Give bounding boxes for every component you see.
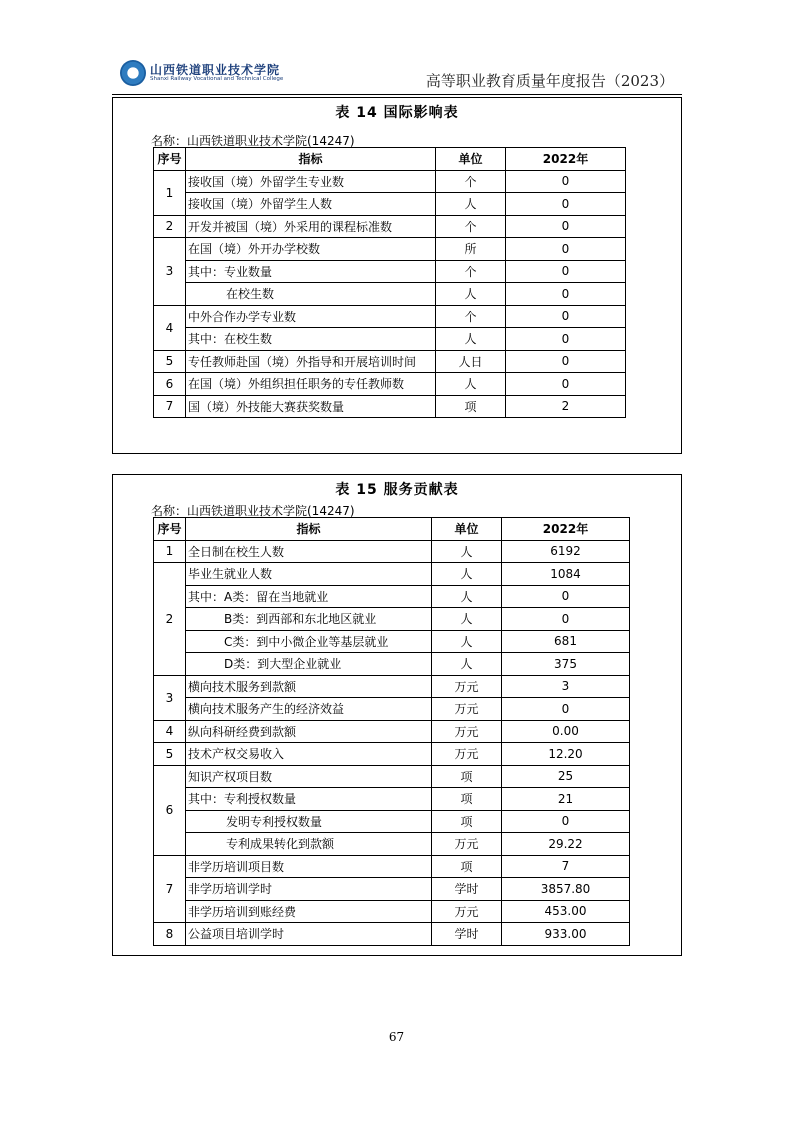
unit-cell: 人 — [436, 373, 506, 396]
table-row — [154, 170, 626, 193]
unit-cell: 人 — [432, 653, 502, 676]
row-seq-cell: 4 — [154, 305, 186, 350]
row-seq-cell: 3 — [154, 675, 186, 720]
row-seq-cell: 7 — [154, 855, 186, 923]
unit-cell: 人 — [432, 630, 502, 653]
table-row — [154, 653, 630, 676]
value-cell: 3857.80 — [502, 878, 630, 901]
row-seq-cell: 5 — [154, 350, 186, 373]
unit-cell: 万元 — [432, 900, 502, 923]
column-header: 2022年 — [502, 518, 630, 541]
table-row — [154, 193, 626, 216]
column-header: 2022年 — [506, 148, 626, 171]
table-institution-name: 名称：山西铁道职业技术学院(14247) — [151, 504, 355, 518]
unit-cell: 学时 — [432, 923, 502, 946]
value-cell: 0 — [506, 305, 626, 328]
service-contribution-table-box — [112, 474, 682, 956]
table-row — [154, 630, 630, 653]
unit-cell: 万元 — [432, 720, 502, 743]
row-seq-cell: 1 — [154, 170, 186, 215]
page-number: 67 — [388, 1030, 405, 1044]
unit-cell: 人 — [432, 563, 502, 586]
unit-cell: 人 — [432, 540, 502, 563]
table-row — [154, 743, 630, 766]
column-header: 指标 — [186, 518, 432, 541]
indicator-cell: 专任教师赴国（境）外指导和开展培训时间 — [186, 350, 436, 373]
unit-cell: 项 — [432, 788, 502, 811]
value-cell: 933.00 — [502, 923, 630, 946]
table-row — [154, 540, 630, 563]
unit-cell: 人 — [436, 283, 506, 306]
value-cell: 0 — [506, 193, 626, 216]
indicator-cell: 在国（境）外开办学校数 — [186, 238, 436, 261]
value-cell: 0 — [506, 170, 626, 193]
table-row — [154, 765, 630, 788]
indicator-cell: 接收国（境）外留学生人数 — [186, 193, 436, 216]
table-row — [154, 305, 626, 328]
indicator-cell: B类：到西部和东北地区就业 — [186, 608, 432, 631]
table-header-row — [154, 148, 626, 171]
international-influence-table-box — [112, 97, 682, 454]
value-cell: 1084 — [502, 563, 630, 586]
table-row — [154, 900, 630, 923]
indicator-cell: D类：到大型企业就业 — [186, 653, 432, 676]
row-seq-cell: 2 — [154, 215, 186, 238]
value-cell: 0 — [502, 585, 630, 608]
unit-cell: 万元 — [432, 833, 502, 856]
table-row — [154, 675, 630, 698]
table-row — [154, 283, 626, 306]
row-seq-cell: 1 — [154, 540, 186, 563]
column-header: 序号 — [154, 518, 186, 541]
table-row — [154, 720, 630, 743]
value-cell: 0 — [506, 260, 626, 283]
table-institution-name: 名称：山西铁道职业技术学院(14247) — [151, 134, 355, 148]
indicator-cell: 非学历培训学时 — [186, 878, 432, 901]
table-row — [154, 238, 626, 261]
row-seq-cell: 3 — [154, 238, 186, 306]
indicator-cell: 专利成果转化到款额 — [186, 833, 432, 856]
table-row — [154, 878, 630, 901]
table-row — [154, 833, 630, 856]
value-cell: 25 — [502, 765, 630, 788]
value-cell: 0 — [502, 698, 630, 721]
college-name-en: Shanxi Railway Vocational and Technical College — [150, 76, 284, 82]
unit-cell: 万元 — [432, 743, 502, 766]
unit-cell: 项 — [436, 395, 506, 418]
indicator-cell: 接收国（境）外留学生专业数 — [186, 170, 436, 193]
table-row — [154, 788, 630, 811]
indicator-cell: 横向技术服务产生的经济效益 — [186, 698, 432, 721]
value-cell: 3 — [502, 675, 630, 698]
value-cell: 6192 — [502, 540, 630, 563]
unit-cell: 人 — [436, 328, 506, 351]
indicator-cell: 毕业生就业人数 — [186, 563, 432, 586]
row-seq-cell: 8 — [154, 923, 186, 946]
row-seq-cell: 2 — [154, 563, 186, 676]
row-seq-cell: 6 — [154, 373, 186, 396]
unit-cell: 个 — [436, 305, 506, 328]
unit-cell: 万元 — [432, 698, 502, 721]
column-header: 指标 — [186, 148, 436, 171]
unit-cell: 人 — [432, 608, 502, 631]
indicator-cell: 在校生数 — [186, 283, 436, 306]
value-cell: 375 — [502, 653, 630, 676]
indicator-cell: 公益项目培训学时 — [186, 923, 432, 946]
indicator-cell: 非学历培训到账经费 — [186, 900, 432, 923]
table-row — [154, 563, 630, 586]
table-row — [154, 215, 626, 238]
unit-cell: 个 — [436, 215, 506, 238]
page-header — [112, 58, 682, 95]
table-row — [154, 328, 626, 351]
unit-cell: 学时 — [432, 878, 502, 901]
value-cell: 12.20 — [502, 743, 630, 766]
row-seq-cell: 5 — [154, 743, 186, 766]
value-cell: 0 — [506, 328, 626, 351]
table-row — [154, 395, 626, 418]
indicator-cell: 其中：专利授权数量 — [186, 788, 432, 811]
international-influence-table — [153, 147, 626, 418]
indicator-cell: C类：到中小微企业等基层就业 — [186, 630, 432, 653]
table-row — [154, 810, 630, 833]
unit-cell: 个 — [436, 170, 506, 193]
value-cell: 29.22 — [502, 833, 630, 856]
indicator-cell: 国（境）外技能大赛获奖数量 — [186, 395, 436, 418]
unit-cell: 项 — [432, 765, 502, 788]
unit-cell: 人 — [432, 585, 502, 608]
indicator-cell: 全日制在校生人数 — [186, 540, 432, 563]
column-header: 序号 — [154, 148, 186, 171]
unit-cell: 人 — [436, 193, 506, 216]
indicator-cell: 其中：专业数量 — [186, 260, 436, 283]
table-header-row — [154, 518, 630, 541]
table-row — [154, 698, 630, 721]
unit-cell: 人日 — [436, 350, 506, 373]
unit-cell: 个 — [436, 260, 506, 283]
college-name-cn: 山西铁道职业技术学院 — [150, 63, 281, 77]
table-row — [154, 608, 630, 631]
report-title: 高等职业教育质量年度报告（2023） — [425, 72, 674, 90]
value-cell: 0 — [502, 810, 630, 833]
row-seq-cell: 6 — [154, 765, 186, 855]
value-cell: 21 — [502, 788, 630, 811]
indicator-cell: 其中：在校生数 — [186, 328, 436, 351]
value-cell: 7 — [502, 855, 630, 878]
value-cell: 2 — [506, 395, 626, 418]
indicator-cell: 技术产权交易收入 — [186, 743, 432, 766]
row-seq-cell: 7 — [154, 395, 186, 418]
table-title: 表 14 国际影响表 — [335, 105, 459, 121]
table-title: 表 15 服务贡献表 — [335, 482, 459, 498]
unit-cell: 万元 — [432, 675, 502, 698]
value-cell: 0 — [506, 238, 626, 261]
table-row — [154, 373, 626, 396]
indicator-cell: 纵向科研经费到款额 — [186, 720, 432, 743]
unit-cell: 项 — [432, 855, 502, 878]
table-row — [154, 855, 630, 878]
value-cell: 0 — [506, 283, 626, 306]
service-contribution-table — [153, 517, 630, 946]
indicator-cell: 非学历培训项目数 — [186, 855, 432, 878]
unit-cell: 项 — [432, 810, 502, 833]
column-header: 单位 — [432, 518, 502, 541]
indicator-cell: 在国（境）外组织担任职务的专任教师数 — [186, 373, 436, 396]
indicator-cell: 知识产权项目数 — [186, 765, 432, 788]
indicator-cell: 其中：A类：留在当地就业 — [186, 585, 432, 608]
table-row — [154, 260, 626, 283]
indicator-cell: 中外合作办学专业数 — [186, 305, 436, 328]
value-cell: 0 — [506, 215, 626, 238]
column-header: 单位 — [436, 148, 506, 171]
table-row — [154, 585, 630, 608]
value-cell: 453.00 — [502, 900, 630, 923]
row-seq-cell: 4 — [154, 720, 186, 743]
value-cell: 0.00 — [502, 720, 630, 743]
value-cell: 681 — [502, 630, 630, 653]
table-row — [154, 350, 626, 373]
table-row — [154, 923, 630, 946]
college-logo-icon — [120, 60, 146, 86]
unit-cell: 所 — [436, 238, 506, 261]
indicator-cell: 横向技术服务到款额 — [186, 675, 432, 698]
indicator-cell: 开发并被国（境）外采用的课程标准数 — [186, 215, 436, 238]
value-cell: 0 — [502, 608, 630, 631]
indicator-cell: 发明专利授权数量 — [186, 810, 432, 833]
value-cell: 0 — [506, 350, 626, 373]
value-cell: 0 — [506, 373, 626, 396]
